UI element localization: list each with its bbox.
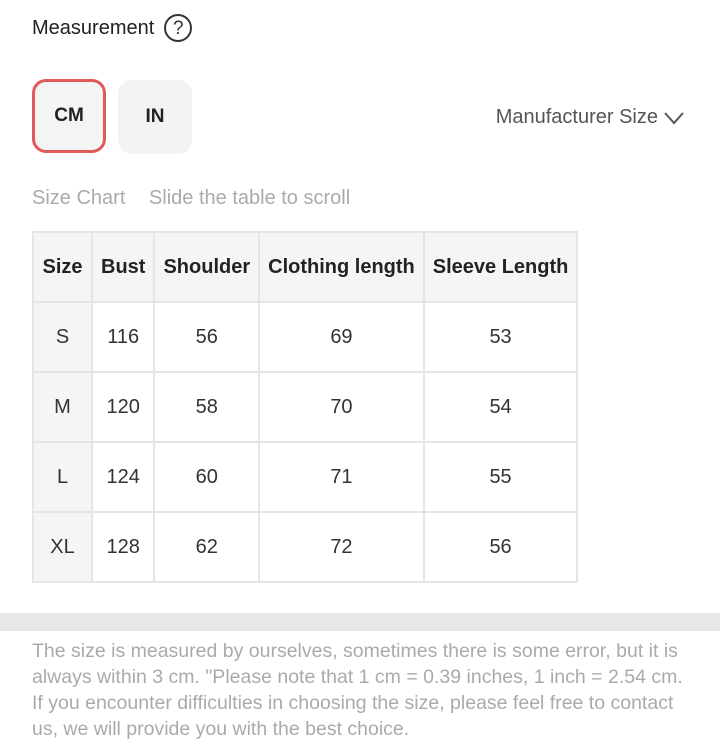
measurement-header (32, 14, 192, 42)
size-table[interactable] (32, 231, 578, 583)
unit-cm-button[interactable]: CM (32, 79, 106, 153)
cell-size: M (33, 372, 92, 442)
header-sleeve-length: Sleeve Length (424, 232, 578, 302)
cell-shoulder: 62 (154, 512, 259, 582)
header-size: Size (33, 232, 92, 302)
table-header-row (33, 232, 577, 302)
cell-shoulder: 58 (154, 372, 259, 442)
header-bust: Bust (92, 232, 154, 302)
measurement-note: The size is measured by ourselves, sometimes there is some error, but it is always within 3 cm. "Please note that 1 cm = 0.39 inches, 1 inch = 2.54 cm. If you encounter difficulties in choosing the size, please feel free to contact us, we will provide you with the best choice. (32, 640, 683, 740)
question-circle-icon[interactable]: ? (164, 14, 192, 42)
cell-size: S (33, 302, 92, 372)
table-row (33, 302, 577, 372)
cell-sleeve-length: 55 (424, 442, 578, 512)
size-chart-title: Size Chart (32, 187, 126, 209)
section-divider (0, 613, 720, 631)
cell-bust: 116 (92, 302, 154, 372)
cell-bust: 120 (92, 372, 154, 442)
cell-bust: 128 (92, 512, 154, 582)
cell-shoulder: 60 (154, 442, 259, 512)
header-clothing-length: Clothing length (259, 232, 424, 302)
header-shoulder: Shoulder (154, 232, 259, 302)
cell-sleeve-length: 53 (424, 302, 578, 372)
cell-size: XL (33, 512, 92, 582)
cell-shoulder: 56 (154, 302, 259, 372)
cell-clothing-length: 72 (259, 512, 424, 582)
size-chart-caption (32, 187, 350, 210)
measurement-title: Measurement (32, 16, 155, 39)
cell-clothing-length: 70 (259, 372, 424, 442)
table-row (33, 372, 577, 442)
cell-bust: 124 (92, 442, 154, 512)
cell-clothing-length: 71 (259, 442, 424, 512)
manufacturer-size-label: Manufacturer Size (495, 106, 658, 128)
scroll-hint: Slide the table to scroll (148, 187, 351, 209)
unit-in-button[interactable]: IN (118, 80, 192, 154)
manufacturer-size-dropdown[interactable] (496, 106, 684, 129)
cell-clothing-length: 69 (259, 302, 424, 372)
chevron-down-icon (664, 111, 684, 125)
cell-size: L (33, 442, 92, 512)
table-row (33, 512, 577, 582)
table-row (33, 442, 577, 512)
cell-sleeve-length: 56 (424, 512, 578, 582)
cell-sleeve-length: 54 (424, 372, 578, 442)
